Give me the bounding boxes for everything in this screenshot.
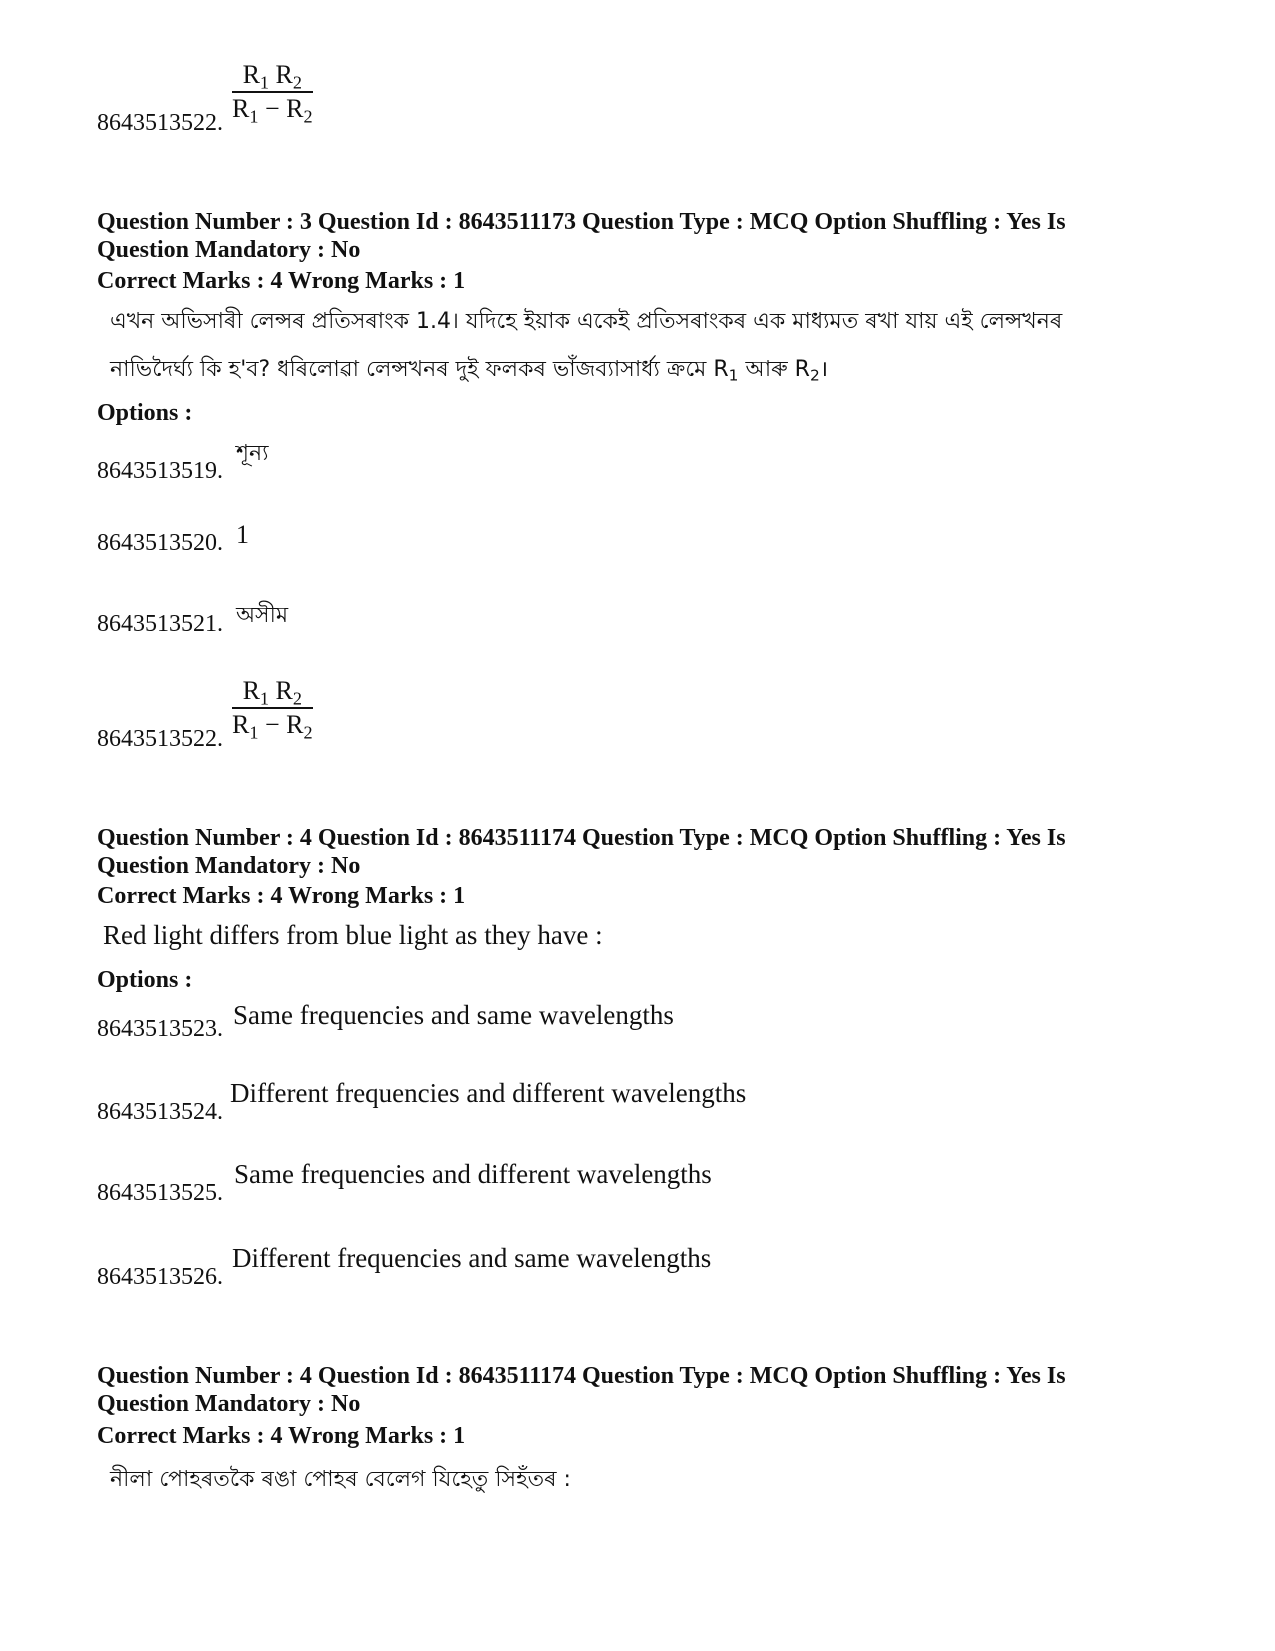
- question-marks: Correct Marks : 4 Wrong Marks : 1: [97, 1423, 466, 1449]
- options-label: Options :: [97, 967, 193, 993]
- option-id: 8643513522.: [97, 110, 223, 136]
- option-text: 1: [236, 520, 249, 549]
- option-text: Different frequencies and different wavelengths: [230, 1078, 747, 1108]
- option-id: 8643513521.: [97, 611, 223, 637]
- question-header-line: Question Number : 3 Question Id : 8643511173 Question Type : MCQ Option Shuffling : Yes Is: [97, 209, 1066, 235]
- fraction-numerator: $R_1$ $R_2$: [232, 676, 313, 709]
- question-header-line: Question Mandatory : No: [97, 853, 361, 879]
- question-header: [97, 208, 1066, 264]
- fraction-denominator: $R_1 - R_2$: [232, 710, 313, 743]
- option-id: 8643513520.: [97, 530, 223, 556]
- option-text: শূন্য: [236, 441, 269, 466]
- option-id: 8643513519.: [97, 458, 223, 484]
- question-header-line: Question Number : 4 Question Id : 8643511174 Question Type : MCQ Option Shuffling : Yes Is: [97, 825, 1066, 851]
- option-text: অসীম: [236, 603, 289, 628]
- option-id: 8643513522.: [97, 726, 223, 752]
- fraction-numerator: $R_1$ $R_2$: [232, 60, 313, 93]
- option-id: 8643513523.: [97, 1016, 223, 1042]
- question-marks: Correct Marks : 4 Wrong Marks : 1: [97, 883, 466, 909]
- question-header-line: Question Number : 4 Question Id : 8643511174 Question Type : MCQ Option Shuffling : Yes Is: [97, 1363, 1066, 1389]
- question-text: Red light differs from blue light as they have :: [103, 920, 603, 950]
- option-fraction: [232, 676, 313, 743]
- fraction-denominator: $R_1 - R_2$: [232, 94, 313, 127]
- option-text: Different frequencies and same wavelengths: [232, 1243, 712, 1273]
- question-text: নাভিদৈৰ্ঘ্য কি হ'ব? ধৰিলোৱা লেন্সখনৰ দুই ফলকৰ ভাঁজব্যাসাৰ্ধ্য ক্ৰমে $R_1$ আৰু $R_2।$: [110, 357, 829, 385]
- question-text: নীলা পোহৰতকৈ ৰঙা পোহৰ বেলেগ যিহেতু সিহঁতৰ :: [110, 1467, 571, 1492]
- option-id: 8643513525.: [97, 1180, 223, 1206]
- option-id: 8643513526.: [97, 1264, 223, 1290]
- question-header: [97, 824, 1066, 880]
- top-option-fraction: [232, 60, 313, 127]
- question-header-line: Question Mandatory : No: [97, 237, 361, 263]
- question-text: এখন অভিসাৰী লেন্সৰ প্ৰতিসৰাংক 1.4। যদিহে ইয়াক একেই প্ৰতিসৰাংকৰ এক মাধ্যমত ৰখা যায় এই লেন্সখনৰ: [110, 309, 1063, 334]
- question-marks: Correct Marks : 4 Wrong Marks : 1: [97, 268, 466, 294]
- option-text: Same frequencies and same wavelengths: [233, 1000, 674, 1030]
- question-header-line: Question Mandatory : No: [97, 1391, 361, 1417]
- option-text: Same frequencies and different wavelengths: [234, 1159, 712, 1189]
- question-header: [97, 1362, 1066, 1418]
- options-label: Options :: [97, 400, 193, 426]
- option-id: 8643513524.: [97, 1099, 223, 1125]
